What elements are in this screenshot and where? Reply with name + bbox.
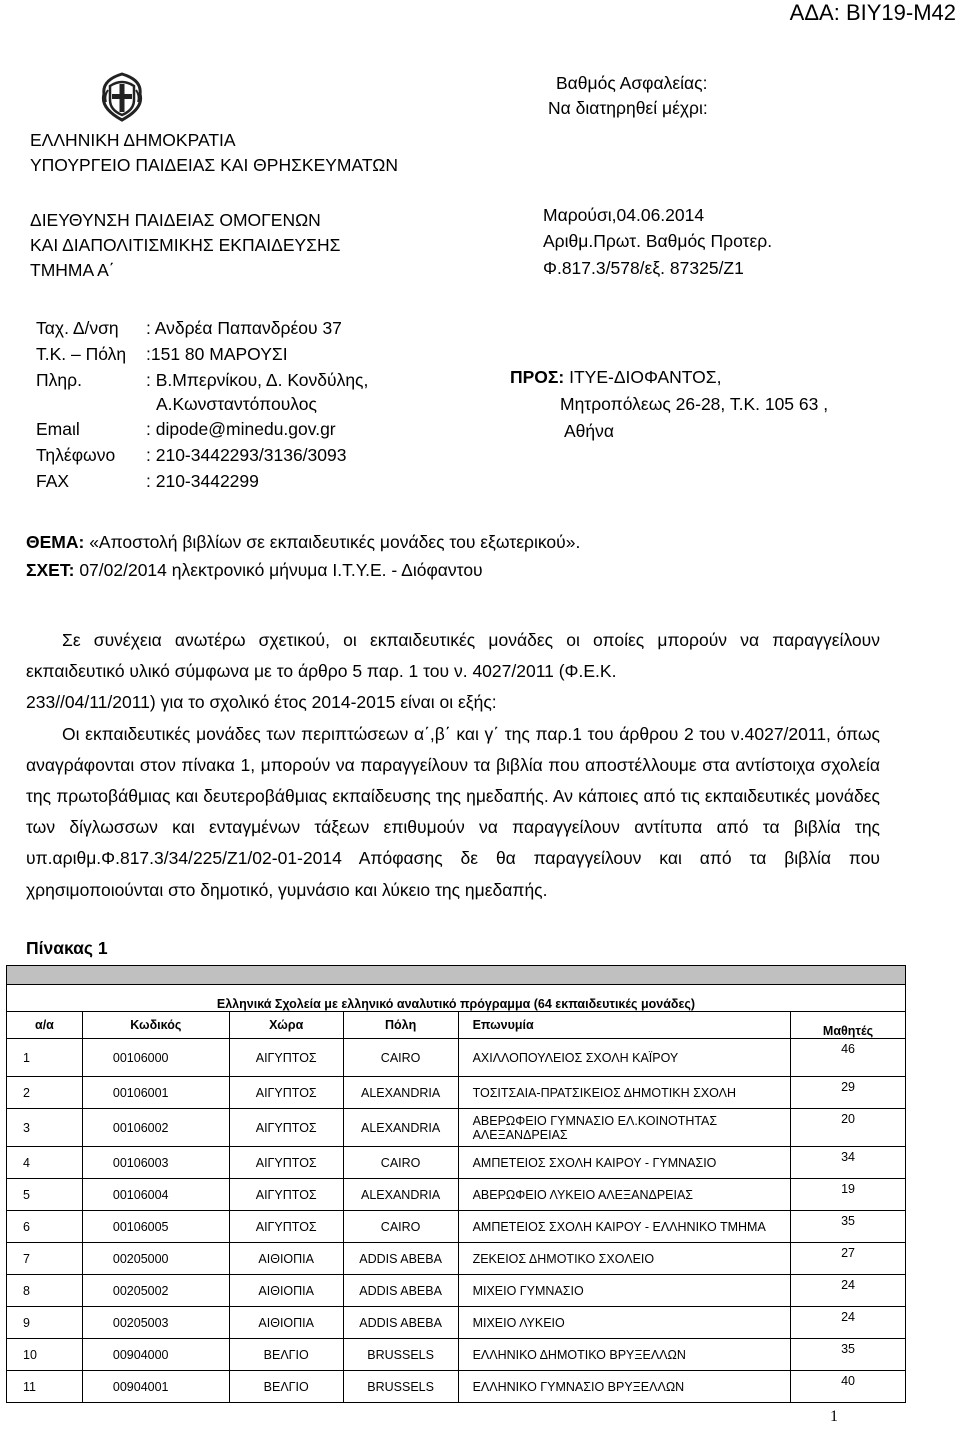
- row-city: ALEXANDRIA: [343, 1179, 458, 1211]
- table-row: [7, 1371, 906, 1403]
- subject-label: ΘΕΜΑ:: [26, 532, 85, 552]
- table-banner-title: Ελληνικά Σχολεία με ελληνικό αναλυτικό πρόγραμμα (64 εκπαιδευτικές μονάδες): [7, 985, 906, 1012]
- row-name-line: ΑΜΠΕΤΕΙΟΣ ΣΧΟΛΗ ΚΑΙΡΟΥ - ΕΛΛΗΝΙΚΟ ΤΜΗΜΑ: [472, 1219, 766, 1234]
- col-header-country: Χώρα: [229, 1012, 343, 1039]
- row-code: 00106004: [82, 1179, 229, 1211]
- row-students: 40: [791, 1371, 906, 1403]
- info-value-cont: Α.Κωνσταντόπουλος: [156, 394, 317, 414]
- row-name: [458, 1077, 791, 1109]
- row-name-line: ΑΛΕΞΑΝΔΡΕΙΑΣ: [472, 1127, 568, 1142]
- row-name-line: ΤΟΣΙΤΣΑΙΑ-ΠΡΑΤΣΙΚΕΙΟΣ ΔΗΜΟΤΙΚΗ ΣΧΟΛΗ: [472, 1085, 737, 1100]
- row-students: 35: [791, 1339, 906, 1371]
- protocol-label: Αριθμ.Πρωτ. Βαθμός Προτερ.: [543, 231, 773, 251]
- row-name-line: ΜΙΧΕΙΟ ΓΥΜΝΑΣΙΟ: [472, 1283, 584, 1298]
- row-city: ALEXANDRIA: [343, 1077, 458, 1109]
- row-name: [458, 1039, 791, 1077]
- hellenic-republic-emblem-icon: [100, 72, 144, 122]
- col-header-students: Μαθητές: [791, 1012, 906, 1039]
- row-students: 19: [791, 1179, 906, 1211]
- body-text: [26, 625, 880, 906]
- row-code: 00205003: [82, 1307, 229, 1339]
- recipient-name: ΙΤΥΕ-ΔΙΟΦΑΝΤΟΣ,: [564, 367, 722, 387]
- row-name: [458, 1179, 791, 1211]
- row-number: 7: [7, 1243, 83, 1275]
- row-country: ΑΙΓΥΠΤΟΣ: [229, 1179, 343, 1211]
- col-header-aa: α/α: [7, 1012, 83, 1039]
- row-name: [458, 1371, 791, 1403]
- row-city: ADDIS ABEBA: [343, 1275, 458, 1307]
- recipient-city: Αθήνα: [564, 421, 615, 441]
- body-paragraph: Οι εκπαιδευτικές μονάδες των περιπτώσεων α΄,β΄ και γ΄ της παρ.1 του άρθρου 2 του ν.4027/2011, όπως αναγράφονται στον πίνακα 1, μπορούν να παραγγείλουν τα βιβλία που αποστέλλουμε στα αντίστοιχα σχολεία της πρωτοβάθμιας και δευτεροβάθμιας εκπαίδευσης της ημεδαπής. Αν κάποιες από τις εκπαιδευτικές μονάδες των δίγλωσσων και ενταγμένων τάξεων επιθυμούν να παραγγείλουν αντίτυπα από τα βιβλία της υπ.αριθμ.Φ.817.3/34/225/Ζ1/02-01-2014 Απόφασης δε θα παραγγείλουν και από τα βιβλία που χρησιμοποιούνται στο δημοτικό, γυμνάσιο και λύκειο της ημεδαπής.: [26, 723, 880, 900]
- row-students: 20: [791, 1109, 906, 1147]
- row-students: 27: [791, 1243, 906, 1275]
- table-row: [7, 1243, 906, 1275]
- header-line: ΔΙΕΥΘΥΝΣΗ ΠΑΙΔΕΙΑΣ ΟΜΟΓΕΝΩΝ: [30, 210, 321, 230]
- row-name-line: ΑΜΠΕΤΕΙΟΣ ΣΧΟΛΗ ΚΑΙΡΟΥ - ΓΥΜΝΑΣΙΟ: [472, 1155, 717, 1170]
- row-number: 10: [7, 1339, 83, 1371]
- body-paragraph: Σε συνέχεια ανωτέρω σχετικού, οι εκπαιδευτικές μονάδες οι οποίες μπορούν να παραγγείλουν εκπαιδευτικό υλικό σύμφωνα με το άρθρο 5 παρ. 1 του ν. 4027/2011 (Φ.Ε.Κ.: [26, 630, 880, 682]
- recipient-address: Μητροπόλεως 26-28, Τ.Κ. 105 63 ,: [560, 394, 829, 414]
- row-country: ΑΙΓΥΠΤΟΣ: [229, 1147, 343, 1179]
- table-banner-shade: [7, 966, 906, 985]
- row-number: 5: [7, 1179, 83, 1211]
- row-name: [458, 1211, 791, 1243]
- row-country: ΑΙΘΙΟΠΙΑ: [229, 1243, 343, 1275]
- recipient-line: [510, 365, 721, 389]
- row-students: 24: [791, 1307, 906, 1339]
- row-country: ΑΙΘΙΟΠΙΑ: [229, 1307, 343, 1339]
- row-name: [458, 1147, 791, 1179]
- row-name-line: ΕΛΛΗΝΙΚΟ ΓΥΜΝΑΣΙΟ ΒΡΥΞΕΛΛΩΝ: [472, 1379, 685, 1394]
- row-code: 00106002: [82, 1109, 229, 1147]
- header-line: ΚΑΙ ΔΙΑΠΟΛΙΤΙΣΜΙΚΗΣ ΕΚΠΑΙΔΕΥΣΗΣ: [30, 235, 341, 255]
- table-caption: Πίνακας 1: [26, 938, 108, 958]
- row-students: 24: [791, 1275, 906, 1307]
- col-header-city: Πόλη: [343, 1012, 458, 1039]
- header-line: ΥΠΟΥΡΓΕΙΟ ΠΑΙΔΕΙΑΣ ΚΑΙ ΘΡΗΣΚΕΥΜΑΤΩΝ: [30, 155, 398, 175]
- row-name-line: ΑΧΙΛΛΟΠΟΥΛΕΙΟΣ ΣΧΟΛΗ ΚΑΪΡΟΥ: [472, 1050, 679, 1065]
- row-number: 2: [7, 1077, 83, 1109]
- contact-block: [36, 316, 476, 506]
- subject-line: [26, 530, 580, 555]
- table-row: [7, 1211, 906, 1243]
- row-city: CAIRO: [343, 1211, 458, 1243]
- col-header-code: Κωδικός: [82, 1012, 229, 1039]
- row-name-line: ΖΕΚΕΙΟΣ ΔΗΜΟΤΙΚΟ ΣΧΟΛΕΙΟ: [472, 1251, 655, 1266]
- row-number: 6: [7, 1211, 83, 1243]
- row-country: ΑΙΘΙΟΠΙΑ: [229, 1275, 343, 1307]
- table-row: [7, 1109, 906, 1147]
- reference-text: 07/02/2014 ηλεκτρονικό μήνυμα Ι.Τ.Υ.Ε. - Διόφαντου: [74, 560, 483, 580]
- row-number: 11: [7, 1371, 83, 1403]
- row-number: 4: [7, 1147, 83, 1179]
- row-name: [458, 1243, 791, 1275]
- page-number: 1: [830, 1408, 838, 1425]
- row-code: 00205000: [82, 1243, 229, 1275]
- row-city: CAIRO: [343, 1147, 458, 1179]
- row-city: ADDIS ABEBA: [343, 1307, 458, 1339]
- table-row: [7, 1147, 906, 1179]
- subject-text: «Αποστολή βιβλίων σε εκπαιδευτικές μονάδες του εξωτερικού».: [84, 532, 581, 552]
- row-number: 3: [7, 1109, 83, 1147]
- row-city: BRUSSELS: [343, 1371, 458, 1403]
- table-row: [7, 1077, 906, 1109]
- row-code: 00106001: [82, 1077, 229, 1109]
- fax-label: FAX: [36, 471, 70, 491]
- table-row: [7, 1039, 906, 1077]
- reference-line: [26, 558, 483, 583]
- row-number: 9: [7, 1307, 83, 1339]
- row-country: ΑΙΓΥΠΤΟΣ: [229, 1109, 343, 1147]
- row-city: ALEXANDRIA: [343, 1109, 458, 1147]
- retention-period: Να διατηρηθεί μέχρι:: [548, 98, 708, 118]
- phone-label: Τηλέφωνο: [36, 445, 116, 465]
- city-label: Τ.Κ. – Πόλη: [36, 344, 127, 364]
- table-row: [7, 1275, 906, 1307]
- table-banner-row: [7, 985, 906, 1012]
- table-header-row: [7, 1012, 906, 1039]
- row-code: 00106000: [82, 1039, 229, 1077]
- row-students: 46: [791, 1039, 906, 1077]
- row-name-line: ΑΒΕΡΩΦΕΙΟ ΛΥΚΕΙΟ ΑΛΕΞΑΝΔΡΕΙΑΣ: [472, 1187, 694, 1202]
- recipient-label: ΠΡΟΣ:: [510, 367, 565, 387]
- row-students: 34: [791, 1147, 906, 1179]
- row-country: ΒΕΛΓΙΟ: [229, 1371, 343, 1403]
- row-students: 35: [791, 1211, 906, 1243]
- info-value: : Β.Μπερνίκου, Δ. Κονδύλης,: [146, 370, 369, 390]
- row-code: 00106003: [82, 1147, 229, 1179]
- email-label: Emaιl: [36, 419, 80, 439]
- row-code: 00205002: [82, 1275, 229, 1307]
- table-row: [7, 1307, 906, 1339]
- row-name: [458, 1307, 791, 1339]
- body-paragraph-cont: 233//04/11/2011) για το σχολικό έτος 2014-2015 είναι οι εξής:: [26, 692, 497, 713]
- row-name: [458, 1109, 791, 1147]
- col-header-name: Επωνυμία: [458, 1012, 791, 1039]
- row-name: [458, 1339, 791, 1371]
- row-name-line: ΜΙΧΕΙΟ ΛΥΚΕΙΟ: [472, 1315, 565, 1330]
- phone-value: : 210-3442293/3136/3093: [146, 445, 347, 465]
- row-country: ΑΙΓΥΠΤΟΣ: [229, 1039, 343, 1077]
- ada-code: ΑΔΑ: ΒΙΥ19-Μ42: [789, 0, 956, 25]
- row-number: 1: [7, 1039, 83, 1077]
- row-city: BRUSSELS: [343, 1339, 458, 1371]
- reference-label: ΣΧΕΤ:: [26, 560, 75, 580]
- info-label: Πληρ.: [36, 370, 82, 390]
- place-date: Μαρούσι,04.06.2014: [543, 205, 705, 225]
- email-value: : dipode@minedu.gov.gr: [146, 419, 336, 439]
- schools-table: [6, 965, 906, 1403]
- row-code: 00904000: [82, 1339, 229, 1371]
- address-value: : Ανδρέα Παπανδρέου 37: [146, 318, 342, 338]
- row-name-line: ΑΒΕΡΩΦΕΙΟ ΓΥΜΝΑΣΙΟ ΕΛ.ΚΟΙΝΟΤΗΤΑΣ: [472, 1113, 718, 1128]
- table-row: [7, 1179, 906, 1211]
- header-line: ΕΛΛΗΝΙΚΗ ΔΗΜΟΚΡΑΤΙΑ: [30, 130, 236, 150]
- city-value: :151 80 ΜΑΡΟΥΣΙ: [146, 344, 288, 364]
- row-number: 8: [7, 1275, 83, 1307]
- fax-value: : 210-3442299: [146, 471, 259, 491]
- row-students: 29: [791, 1077, 906, 1109]
- security-level: Βαθμός Ασφαλείας:: [556, 73, 708, 93]
- header-line: ΤΜΗΜΑ Α΄: [30, 260, 115, 280]
- row-country: ΒΕΛΓΙΟ: [229, 1339, 343, 1371]
- address-label: Ταχ. Δ/νση: [36, 318, 119, 338]
- row-code: 00904001: [82, 1371, 229, 1403]
- row-country: ΑΙΓΥΠΤΟΣ: [229, 1211, 343, 1243]
- row-name: [458, 1275, 791, 1307]
- table-row: [7, 1339, 906, 1371]
- row-city: ADDIS ABEBA: [343, 1243, 458, 1275]
- row-code: 00106005: [82, 1211, 229, 1243]
- row-name-line: ΕΛΛΗΝΙΚΟ ΔΗΜΟΤΙΚΟ ΒΡΥΞΕΛΛΩΝ: [472, 1347, 686, 1362]
- row-country: ΑΙΓΥΠΤΟΣ: [229, 1077, 343, 1109]
- row-city: CAIRO: [343, 1039, 458, 1077]
- protocol-number: Φ.817.3/578/εξ. 87325/Ζ1: [543, 258, 744, 278]
